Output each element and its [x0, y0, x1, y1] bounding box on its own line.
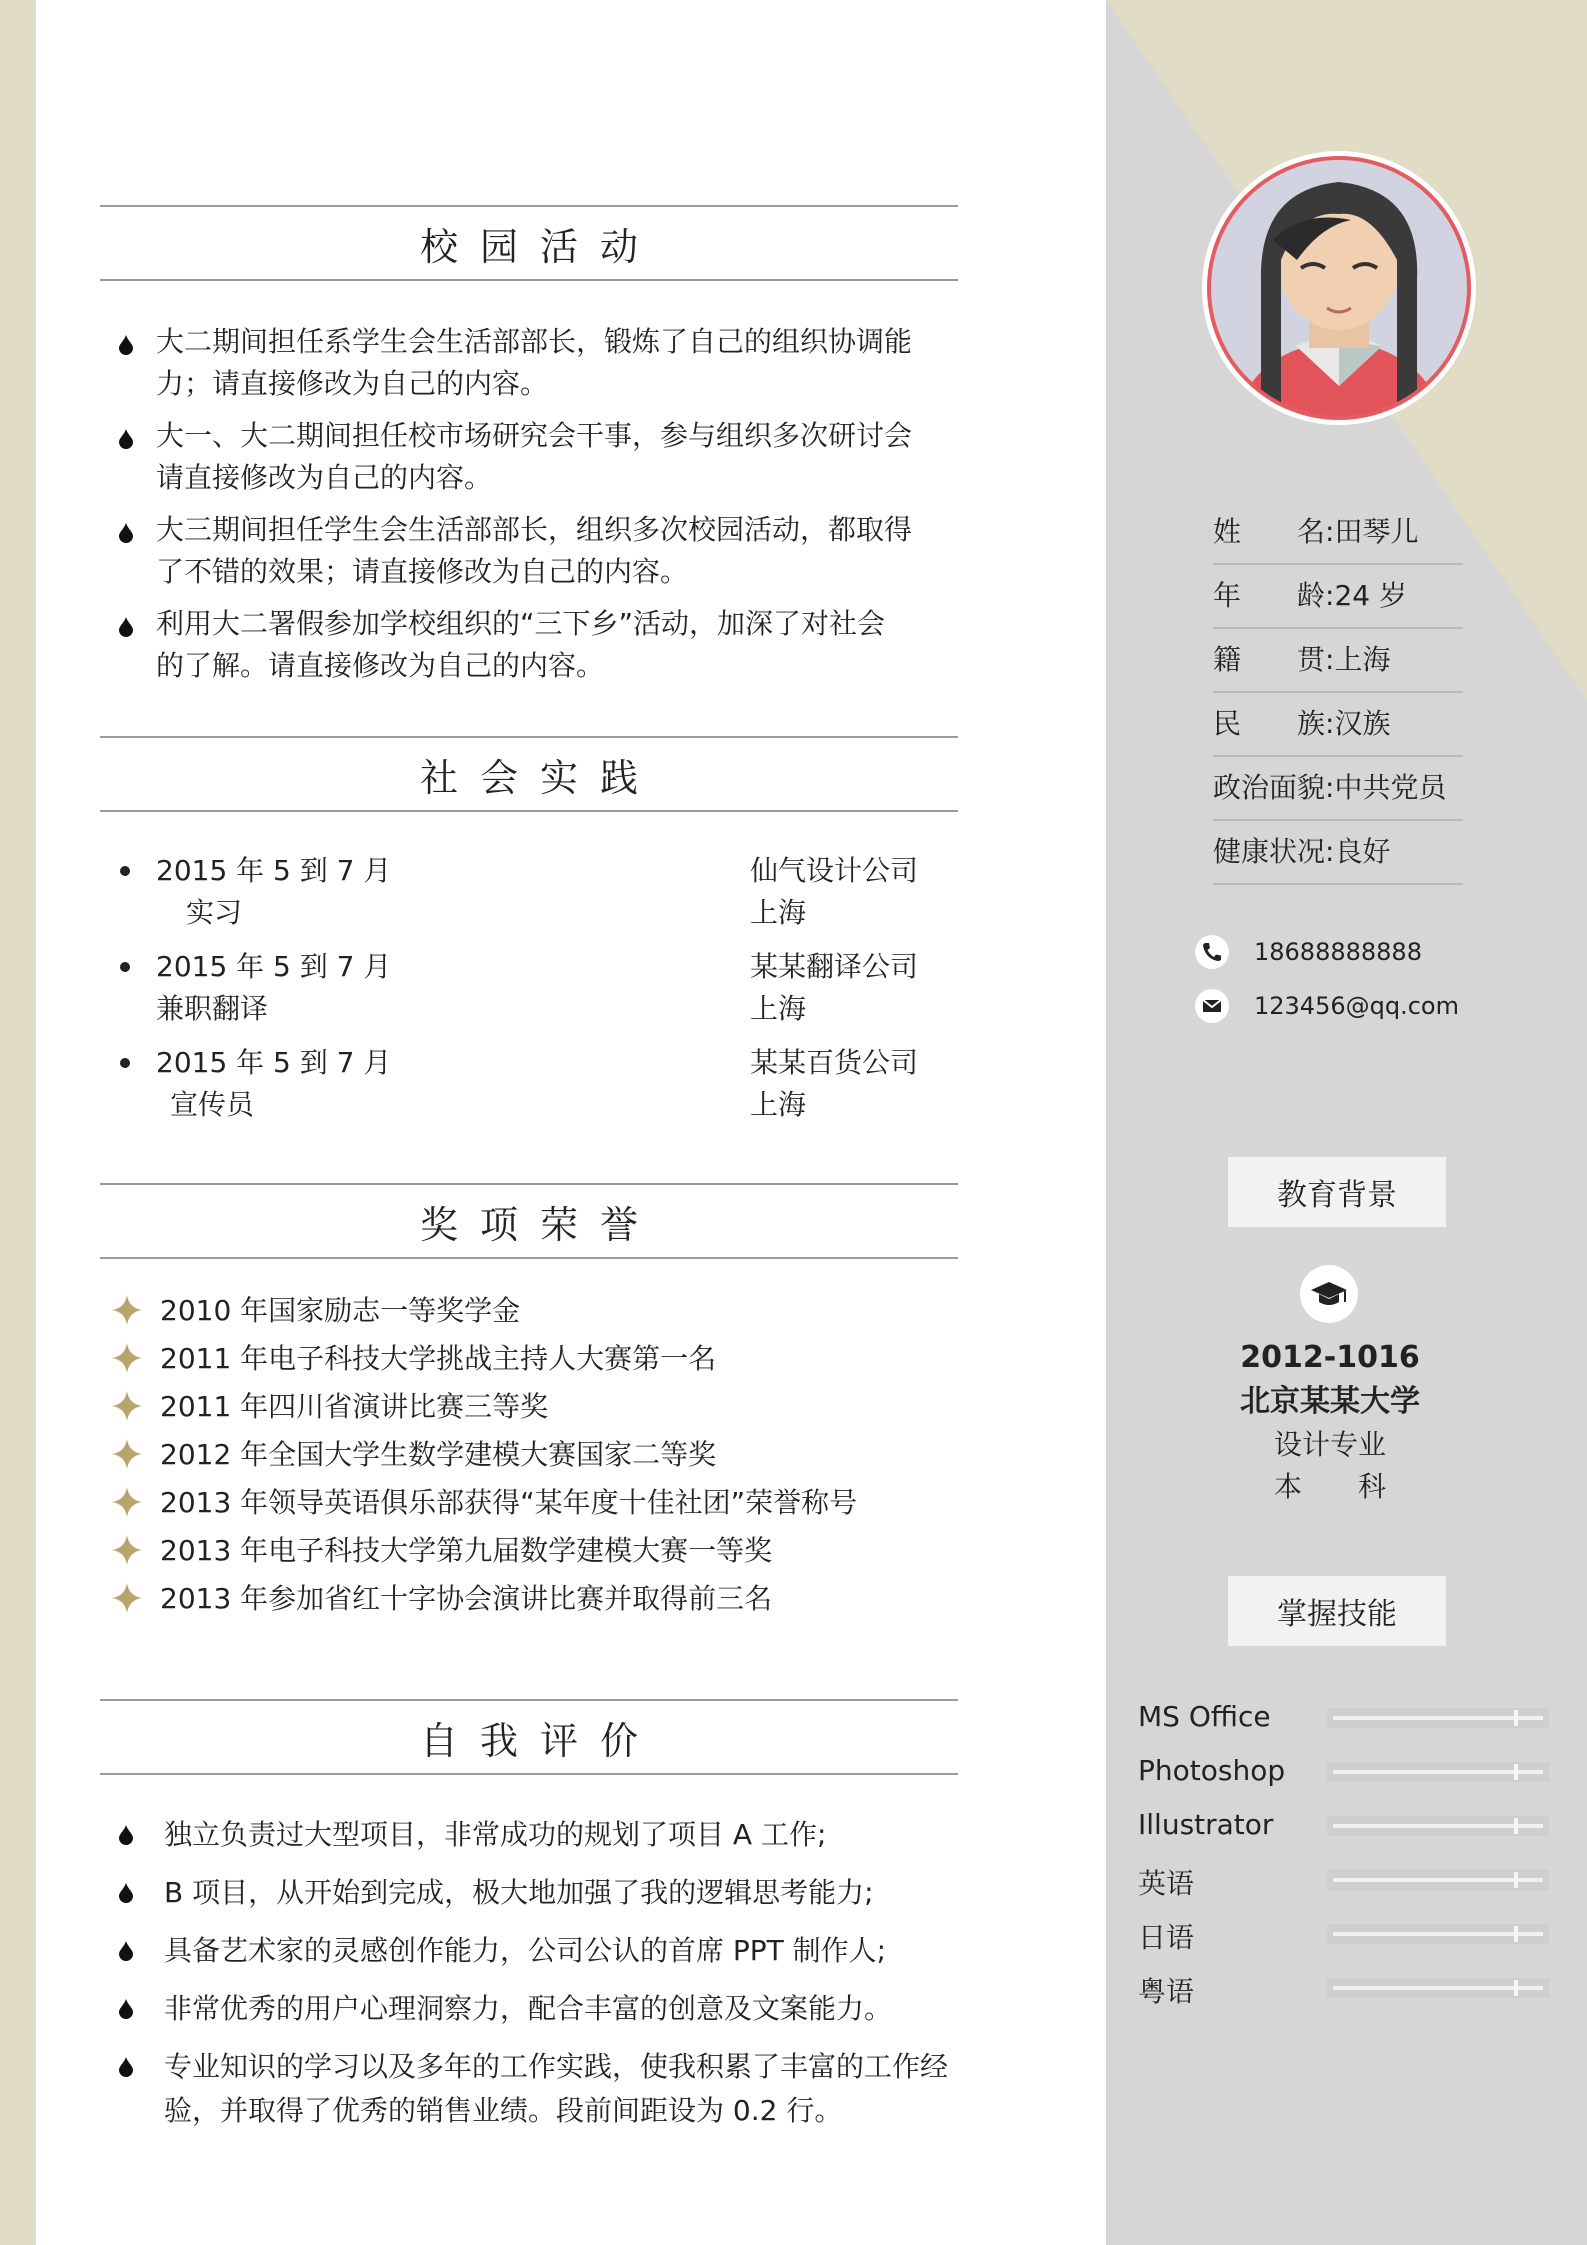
- list-item: [100, 1929, 958, 1973]
- skill-bar-knob: [1514, 1980, 1518, 1996]
- phone-icon: [1194, 934, 1230, 970]
- list-item-text: 具备艺术家的灵感创作能力，公司公认的首席 PPT 制作人;: [164, 1934, 887, 1967]
- section-practice: [100, 736, 958, 1138]
- skill-bar-knob: [1514, 1710, 1518, 1726]
- profile-label: 健康状况:: [1213, 835, 1335, 868]
- list-item: [100, 1813, 958, 1857]
- contact-email: [1194, 988, 1459, 1024]
- practice-left: [156, 850, 391, 934]
- skill-name: 粤语: [1138, 1975, 1195, 2008]
- drop-bullet-icon: [118, 2057, 134, 2077]
- list-item-text: 大三期间担任学生会生活部部长，组织多次校园活动，都取得: [156, 513, 913, 546]
- profile-row: [1213, 821, 1463, 885]
- practice-left: [156, 946, 391, 1030]
- practice-city: 上海: [750, 1088, 807, 1121]
- section-self: [100, 1699, 958, 2147]
- section-title: 奖项荣誉: [419, 1202, 660, 1247]
- campus-list: [100, 321, 958, 687]
- profile-row: [1213, 629, 1463, 693]
- practice-company: 某某百货公司: [750, 1046, 919, 1079]
- list-item-text: 2013 年参加省红十字协会演讲比赛并取得前三名: [160, 1582, 773, 1615]
- star-bullet-icon: [112, 1535, 142, 1565]
- list-item: [100, 321, 958, 405]
- profile-value: 24 岁: [1334, 579, 1407, 612]
- skill-bar-knob: [1514, 1764, 1518, 1780]
- section-title: 校园活动: [419, 224, 660, 269]
- skill-name: 日语: [1138, 1921, 1195, 1954]
- drop-bullet-icon: [118, 1999, 134, 2019]
- practice-item: [100, 850, 958, 934]
- practice-left: [156, 1042, 391, 1126]
- practice-date: 2015 年 5 到 7 月: [156, 854, 392, 887]
- list-item: [100, 1383, 958, 1431]
- education-tag: 教育背景: [1228, 1157, 1446, 1227]
- section-title: 社会实践: [419, 755, 660, 800]
- practice-role: 实习: [186, 896, 243, 929]
- profile-value: 良好: [1334, 835, 1391, 868]
- drop-bullet-icon: [118, 429, 134, 449]
- list-item-text: 力；请直接修改为自己的内容。: [156, 367, 549, 400]
- skill-bar: [1327, 1870, 1549, 1890]
- list-item-text: 非常优秀的用户心理洞察力，配合丰富的创意及文案能力。: [164, 1992, 893, 2025]
- section-header: [100, 205, 958, 281]
- star-bullet-icon: [112, 1343, 142, 1373]
- section-campus: [100, 205, 958, 697]
- dot-bullet-icon: [120, 866, 130, 876]
- mail-icon: [1194, 988, 1230, 1024]
- star-bullet-icon: [112, 1487, 142, 1517]
- list-item-text: 2013 年电子科技大学第九届数学建模大赛一等奖: [160, 1534, 773, 1567]
- practice-item: [100, 1042, 958, 1126]
- list-item-text: 2010 年国家励志一等奖学金: [160, 1294, 521, 1327]
- practice-city: 上海: [750, 896, 807, 929]
- skill-bar-knob: [1514, 1926, 1518, 1942]
- practice-right: [750, 850, 918, 934]
- skill-bar-knob: [1514, 1818, 1518, 1834]
- drop-bullet-icon: [118, 1825, 134, 1845]
- drop-bullet-icon: [118, 335, 134, 355]
- practice-right: [750, 1042, 918, 1126]
- profile-row: [1213, 501, 1463, 565]
- email-text: 123456@qq.com: [1254, 992, 1459, 1020]
- practice-city: 上海: [750, 992, 807, 1025]
- skill-bar: [1327, 1708, 1549, 1728]
- practice-list: [100, 850, 958, 1126]
- profile-label: 政治面貌:: [1213, 771, 1335, 804]
- practice-company: 仙气设计公司: [750, 854, 919, 887]
- list-item-text: 2013 年领导英语俱乐部获得“某年度十佳社团”荣誉称号: [160, 1486, 858, 1519]
- practice-role: 宣传员: [170, 1088, 255, 1121]
- drop-bullet-icon: [118, 1941, 134, 1961]
- drop-bullet-icon: [118, 617, 134, 637]
- contact-phone: [1194, 934, 1422, 970]
- profile-label: 民 族:: [1213, 707, 1335, 740]
- skill-name: Illustrator: [1138, 1808, 1274, 1841]
- list-item-text: 2012 年全国大学生数学建模大赛国家二等奖: [160, 1438, 717, 1471]
- star-bullet-icon: [112, 1295, 142, 1325]
- section-header: [100, 736, 958, 812]
- self-list: [100, 1813, 958, 2133]
- list-item-text: 专业知识的学习以及多年的工作实践，使我积累了丰富的工作经: [164, 2050, 949, 2083]
- dot-bullet-icon: [120, 962, 130, 972]
- practice-date: 2015 年 5 到 7 月: [156, 1046, 392, 1079]
- drop-bullet-icon: [118, 523, 134, 543]
- list-item-text: 大一、大二期间担任校市场研究会干事，参与组织多次研讨会: [156, 419, 913, 452]
- skill-bar-track: [1333, 1878, 1543, 1882]
- dot-bullet-icon: [120, 1058, 130, 1068]
- profile-row: [1213, 757, 1463, 821]
- skill-name: Photoshop: [1138, 1754, 1286, 1787]
- profile-label: 姓 名:: [1213, 515, 1335, 548]
- list-item: [100, 1527, 958, 1575]
- section-title: 自我评价: [419, 1718, 660, 1763]
- skill-bar: [1327, 1762, 1549, 1782]
- profile-label: 籍 贯:: [1213, 643, 1335, 676]
- list-item: [100, 2045, 958, 2133]
- profile-row: [1213, 693, 1463, 757]
- skill-bar-knob: [1514, 1872, 1518, 1888]
- list-item: [100, 1575, 958, 1623]
- skill-name: 英语: [1138, 1867, 1195, 1900]
- list-item-text: 2011 年四川省演讲比赛三等奖: [160, 1390, 549, 1423]
- practice-item: [100, 946, 958, 1030]
- skill-name: MS Office: [1138, 1700, 1271, 1733]
- practice-date: 2015 年 5 到 7 月: [156, 950, 392, 983]
- list-item: [100, 1335, 958, 1383]
- drop-bullet-icon: [118, 1883, 134, 1903]
- profile-value: 上海: [1334, 643, 1391, 676]
- skill-bar-track: [1333, 1932, 1543, 1936]
- skill-bar-track: [1333, 1716, 1543, 1720]
- skill-bar-track: [1333, 1770, 1543, 1774]
- list-item-text: 了不错的效果；请直接修改为自己的内容。: [156, 555, 689, 588]
- list-item: [100, 1287, 958, 1335]
- practice-company: 某某翻译公司: [750, 950, 919, 983]
- education-info: [1180, 1336, 1480, 1508]
- profile-value: 中共党员: [1334, 771, 1447, 804]
- list-item: [100, 1871, 958, 1915]
- list-item-text: 大二期间担任系学生会生活部部长，锻炼了自己的组织协调能: [156, 325, 913, 358]
- skill-bar-track: [1333, 1824, 1543, 1828]
- list-item: [100, 415, 958, 499]
- profile-row: [1213, 565, 1463, 629]
- profile-value: 汉族: [1334, 707, 1391, 740]
- list-item-text: B 项目，从开始到完成，极大地加强了我的逻辑思考能力;: [164, 1876, 874, 1909]
- list-item: [100, 1431, 958, 1479]
- star-bullet-icon: [112, 1439, 142, 1469]
- list-item: [100, 603, 958, 687]
- list-item-text: 的了解。请直接修改为自己的内容。: [156, 649, 605, 682]
- list-item-text: 请直接修改为自己的内容。: [156, 461, 493, 494]
- list-item-text: 2011 年电子科技大学挑战主持人大赛第一名: [160, 1342, 717, 1375]
- skill-bar: [1327, 1924, 1549, 1944]
- practice-right: [750, 946, 918, 1030]
- star-bullet-icon: [112, 1391, 142, 1421]
- profile-value: 田琴儿: [1334, 515, 1419, 548]
- list-item: [100, 1987, 958, 2031]
- skills-tag: 掌握技能: [1228, 1576, 1446, 1646]
- profile-label: 年 龄:: [1213, 579, 1335, 612]
- list-item-text: 验，并取得了优秀的销售业绩。段前间距设为 0.2 行。: [164, 2094, 843, 2127]
- practice-role: 兼职翻译: [156, 992, 269, 1025]
- list-item: [100, 509, 958, 593]
- section-header: [100, 1183, 958, 1259]
- education-degree: 本 科: [1273, 1470, 1386, 1503]
- education-school: 北京某某大学: [1240, 1384, 1420, 1419]
- list-item: [100, 1479, 958, 1527]
- skill-bar: [1327, 1978, 1549, 1998]
- phone-text: 18688888888: [1254, 938, 1422, 966]
- list-item-text: 独立负责过大型项目，非常成功的规划了项目 A 工作;: [164, 1818, 827, 1851]
- skill-bar-track: [1333, 1986, 1543, 1990]
- education-major: 设计专业: [1273, 1428, 1386, 1461]
- avatar: [1201, 150, 1477, 426]
- graduation-cap-icon: [1299, 1264, 1359, 1324]
- star-bullet-icon: [112, 1583, 142, 1613]
- skill-bar: [1327, 1816, 1549, 1836]
- education-years: 2012-1016: [1240, 1340, 1420, 1375]
- awards-list: [100, 1287, 958, 1623]
- list-item-text: 利用大二署假参加学校组织的“三下乡”活动，加深了对社会: [156, 607, 886, 640]
- section-header: [100, 1699, 958, 1775]
- section-awards: [100, 1183, 958, 1623]
